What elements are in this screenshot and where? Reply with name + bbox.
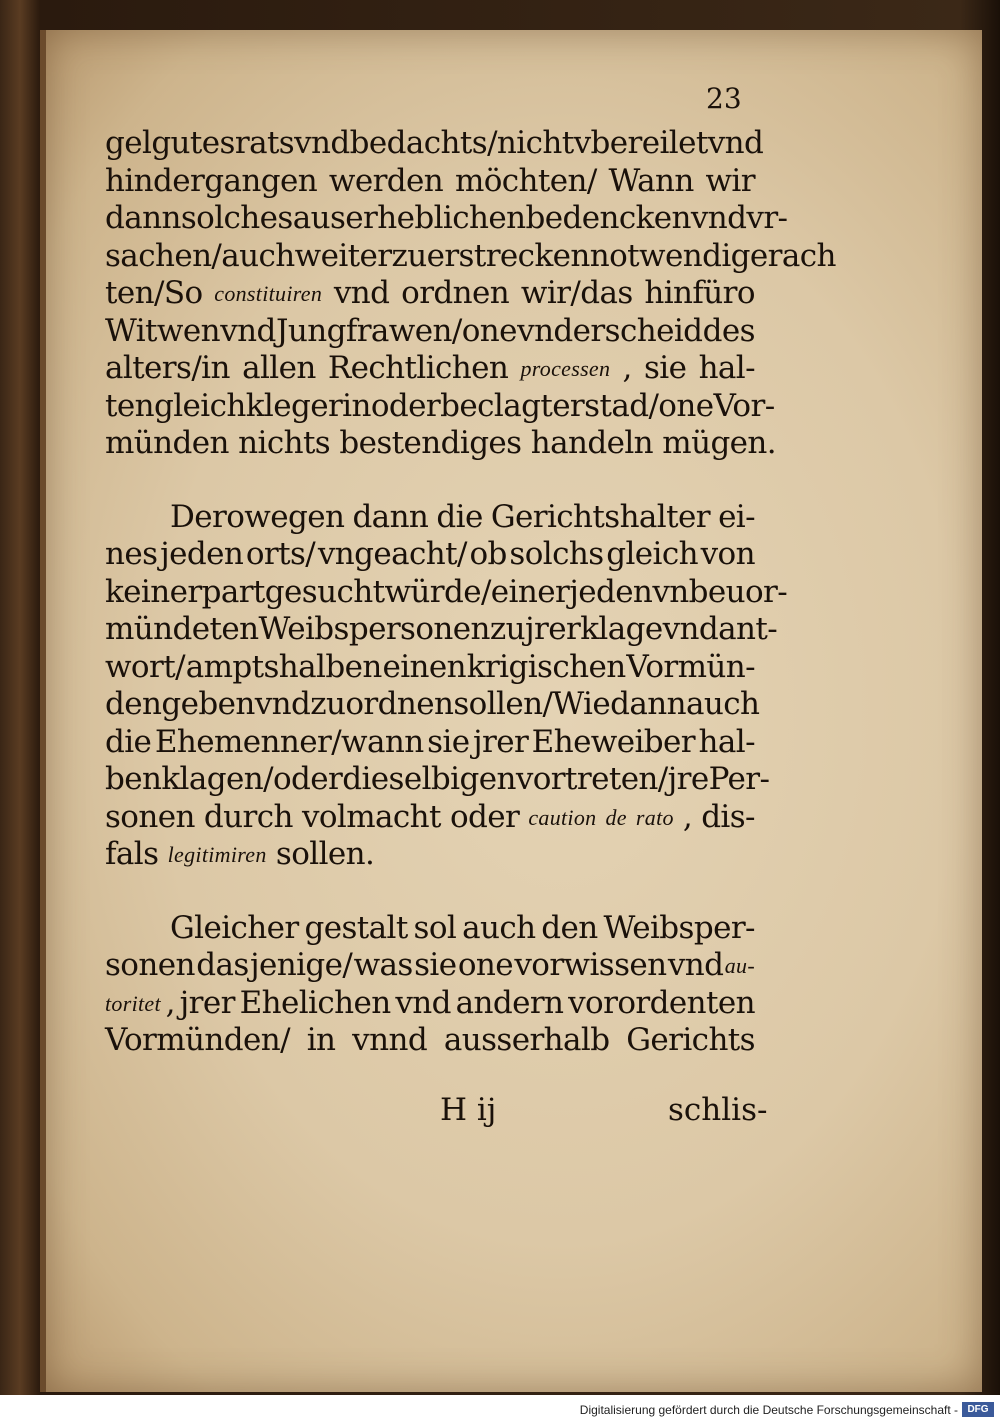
word: vbereilet	[573, 125, 708, 161]
word: sie	[414, 947, 457, 983]
word: klage	[580, 611, 663, 647]
word: vnnd	[352, 1022, 428, 1058]
word: volmacht	[301, 798, 441, 835]
word: dann	[352, 498, 429, 535]
word: vnd	[667, 947, 724, 983]
word: Per-	[708, 761, 770, 797]
word: vorwissen	[514, 947, 667, 983]
word: Gerichts	[626, 1022, 755, 1058]
text-run: fals	[105, 836, 168, 872]
word: vnd	[220, 312, 276, 349]
text-line	[105, 985, 755, 1023]
word: die	[436, 498, 483, 535]
word: rats	[234, 125, 295, 161]
word: vortreten/jre	[515, 761, 709, 797]
word: wir	[705, 162, 755, 199]
word: auch	[462, 909, 536, 946]
word: stad/one	[584, 387, 714, 424]
word: amptshalben	[185, 648, 382, 685]
word: vnd	[254, 686, 311, 722]
latin-term: rato	[635, 804, 674, 830]
word: dieselbigen	[342, 761, 516, 797]
word: möchten/	[454, 162, 597, 199]
word: gel	[105, 125, 152, 161]
word: den	[541, 909, 598, 946]
text-line	[105, 910, 755, 948]
word: vorordenten	[568, 984, 755, 1021]
word: sonen	[105, 798, 195, 835]
word: alters/in	[105, 350, 230, 386]
word: werden	[328, 162, 444, 199]
word: jeden	[160, 536, 244, 572]
word: vnd	[707, 125, 764, 161]
text-line	[105, 1022, 755, 1060]
word: Gerichtshalter	[490, 498, 710, 535]
word: auch	[685, 686, 760, 722]
word: bedencken	[525, 200, 691, 236]
word: durch	[203, 798, 293, 835]
word: ,	[622, 350, 632, 386]
word: vr-	[746, 200, 788, 236]
word: zuerstrecken	[391, 237, 590, 274]
word: hindergangen	[105, 162, 318, 199]
text-line	[105, 799, 755, 837]
text-line	[105, 237, 836, 276]
footer-bar	[0, 1395, 1000, 1425]
word: Ehelichen	[239, 984, 391, 1021]
text-run: sollen.	[266, 836, 375, 872]
latin-term: processen	[520, 356, 611, 381]
word: sie	[427, 723, 470, 760]
text-line	[105, 686, 760, 724]
word: nes	[105, 536, 158, 572]
word: Witwen	[105, 312, 220, 349]
word: was	[353, 947, 413, 983]
text-line	[105, 649, 755, 687]
word: sachen/auch	[105, 237, 295, 274]
word: jrer	[179, 984, 235, 1021]
word: jrer	[472, 723, 529, 760]
text-line	[105, 573, 788, 612]
text-line	[105, 163, 755, 201]
word: einen	[382, 648, 467, 685]
word: erheblichen	[345, 200, 526, 236]
word: Weibsper-	[603, 909, 755, 946]
word: allen	[242, 350, 316, 386]
funding-credit: Digitalisierung gefördert durch die Deutsche Forschungsgemeinschaft -	[579, 1403, 958, 1417]
word: wort/	[105, 648, 185, 685]
word: zuordnen	[310, 686, 454, 722]
text-line	[105, 275, 755, 313]
word: erach	[749, 237, 836, 274]
text-run: münden nichts bestendiges handeln mügen.	[105, 425, 777, 461]
word: aus	[292, 200, 346, 236]
word: in	[306, 1022, 336, 1058]
word: Derowegen	[170, 498, 345, 535]
word: gleich	[606, 536, 698, 572]
word: sol	[413, 909, 457, 946]
word: Vormünden/	[105, 1022, 290, 1058]
text-line	[105, 761, 770, 799]
word: one	[457, 947, 513, 983]
page-body-text	[105, 125, 836, 1060]
word: die	[105, 723, 152, 760]
text-line	[105, 200, 788, 238]
word: Jungfrawen/one	[276, 312, 517, 349]
word: hinfüro	[644, 275, 755, 311]
text-line	[105, 350, 755, 388]
word: ten/So	[105, 275, 203, 311]
catchword: schlis-	[668, 1092, 768, 1128]
word: ten	[105, 387, 154, 424]
word: part	[201, 573, 265, 610]
word: solches	[180, 200, 293, 236]
word: sollen/Wie	[453, 686, 611, 722]
word: vnd	[690, 200, 747, 236]
word: würde/	[384, 573, 491, 610]
word: ,	[165, 984, 175, 1021]
word: ben	[105, 761, 162, 797]
word: andern	[455, 984, 564, 1021]
text-line	[105, 387, 775, 426]
word: klegerin	[245, 387, 371, 424]
dfg-logo-icon: DFG	[962, 1402, 994, 1417]
word: des	[702, 312, 755, 349]
signature-mark: H ij	[440, 1092, 497, 1128]
word: vnbeuor-	[652, 573, 788, 610]
word: beclagter	[440, 387, 585, 424]
word: dis-	[701, 798, 755, 835]
word: vnd	[395, 984, 451, 1021]
text-line	[105, 536, 755, 574]
paragraph-gap	[105, 463, 755, 499]
word: gutes	[151, 125, 235, 161]
word: Vormün-	[626, 648, 755, 685]
word: keiner	[105, 573, 202, 610]
word: klagen/oder	[161, 761, 343, 797]
latin-term: legitimiren	[167, 842, 267, 867]
word: hal-	[698, 350, 755, 386]
word: solchs	[509, 536, 604, 572]
text-line	[105, 836, 755, 874]
word: vngeacht/	[317, 536, 467, 572]
word: bedachts/nicht	[349, 125, 574, 161]
word: Eheweiber	[531, 723, 696, 760]
latin-term: caution	[528, 804, 597, 830]
word: jeden	[569, 573, 653, 610]
word: sonen	[105, 947, 195, 983]
text-line	[105, 724, 755, 762]
word: weiter	[294, 237, 392, 274]
text-line	[105, 313, 755, 351]
word: notwendig	[589, 237, 750, 274]
word: ordnen	[401, 275, 510, 311]
word: gesucht	[264, 573, 385, 610]
word: vnderscheid	[517, 312, 703, 349]
word: ,	[682, 798, 693, 835]
latin-term: de	[605, 804, 627, 830]
word: ausserhalb	[443, 1022, 610, 1058]
word: sie	[643, 350, 687, 386]
word: Vor-	[713, 387, 775, 424]
text-line	[105, 499, 755, 537]
word: von	[700, 536, 755, 572]
word: dann	[610, 686, 686, 722]
word: wir/das	[520, 275, 633, 311]
page-number: 23	[706, 82, 742, 115]
text-line	[105, 125, 764, 163]
word: oder	[449, 798, 520, 835]
word: das	[196, 947, 249, 983]
word: oder	[370, 387, 441, 424]
word: dann	[105, 200, 181, 236]
word: jenige/	[249, 947, 353, 983]
word: einer	[490, 573, 570, 610]
text-line	[105, 611, 778, 649]
word: jrer	[525, 611, 581, 647]
word: ant-	[718, 611, 778, 647]
word: gestalt	[304, 909, 408, 946]
word: mündeten	[105, 611, 259, 647]
word: vnd	[294, 125, 350, 161]
word: geben	[161, 686, 255, 722]
latin-term: au-	[724, 953, 755, 978]
word: vnd	[333, 275, 390, 311]
latin-term: constituiren	[214, 281, 323, 306]
word: Rechtlichen	[327, 350, 509, 386]
word: krigischen	[466, 648, 626, 685]
paragraph-gap	[105, 874, 755, 910]
word: den	[105, 686, 162, 722]
word: hal-	[698, 723, 755, 760]
text-line	[105, 947, 755, 985]
word: ei-	[718, 498, 755, 535]
word: gleich	[153, 387, 246, 424]
word: Weibspersonen	[258, 611, 490, 647]
word: zu	[489, 611, 526, 647]
word: ob	[469, 536, 507, 572]
word: vnd	[662, 611, 719, 647]
word: Ehemenner/wann	[154, 723, 424, 760]
latin-term: toritet	[105, 990, 161, 1016]
word: Gleicher	[170, 909, 299, 946]
word: Wann	[608, 162, 694, 199]
text-line	[105, 425, 777, 463]
word: orts/	[245, 536, 316, 572]
